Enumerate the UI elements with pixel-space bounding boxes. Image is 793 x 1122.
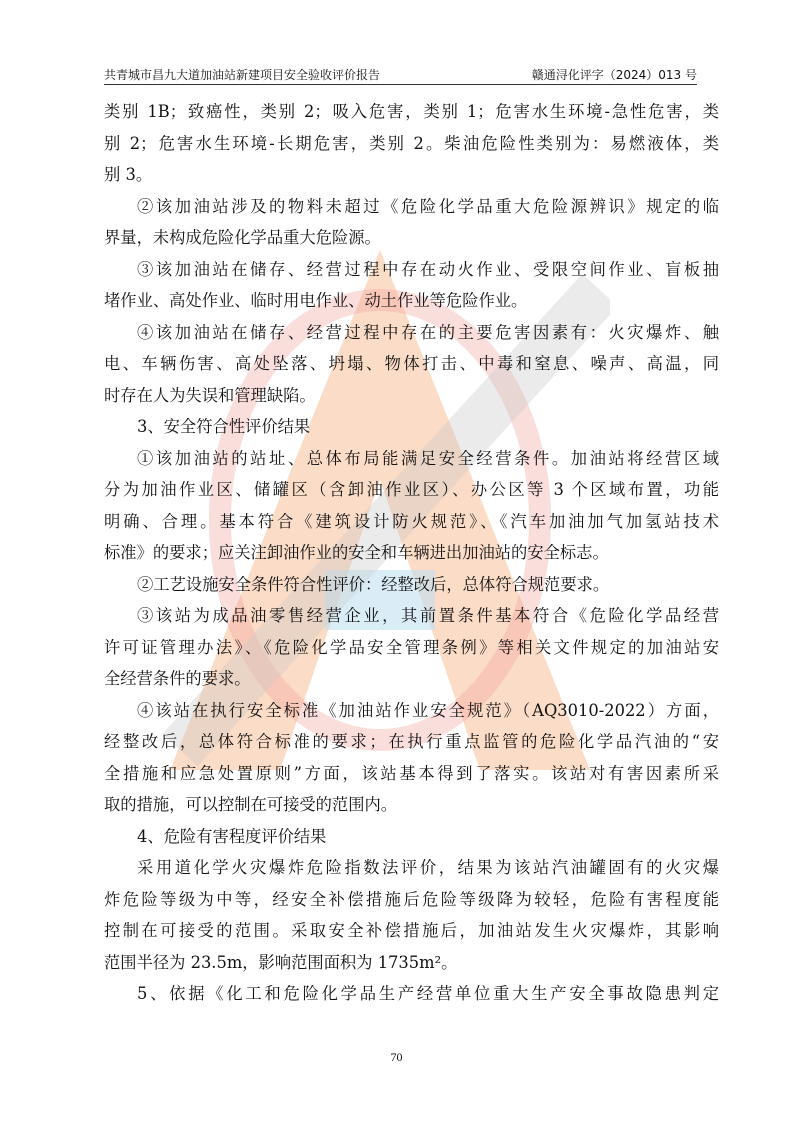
text-line: ③该加油站在储存、经营过程中存在动火作业、受限空间作业、盲板抽 bbox=[137, 259, 719, 279]
document-body bbox=[104, 96, 719, 1010]
text-line: 明确、合理。基本符合《建筑设计防火规范》、《汽车加油加气加氢站技术 bbox=[104, 511, 719, 531]
text-line: ④该加油站在储存、经营过程中存在的主要危害因素有：火灾爆炸、触 bbox=[137, 322, 719, 342]
text-line: 全措施和应急处置原则”方面，该站基本得到了落实。该站对有害因素所采 bbox=[104, 763, 719, 783]
text-line: 炸危险等级为中等，经安全补偿措施后危险等级降为较轻，危险有害程度能 bbox=[104, 889, 719, 909]
page-header bbox=[104, 66, 697, 85]
header-report-number: 赣通浔化评字（2024）013 号 bbox=[531, 68, 697, 82]
text-line: 电、车辆伤害、高处坠落、坍塌、物体打击、中毒和窒息、噪声、高温，同 bbox=[104, 354, 719, 373]
text-line: 分为加油作业区、储罐区（含卸油作业区）、办公区等 3 个区域布置，功能 bbox=[104, 480, 719, 499]
text-line: 类别 1B；致癌性，类别 2；吸入危害，类别 1；危害水生环境-急性危害，类 bbox=[104, 102, 719, 121]
text-line: ①该加油站的站址、总体布局能满足安全经营条件。加油站将经营区域 bbox=[137, 448, 719, 468]
text-line: 时存在人为失误和管理缺陷。 bbox=[104, 385, 316, 405]
text-line: 别 2；危害水生环境-长期危害，类别 2。柴油危险性类别为：易燃液体，类 bbox=[104, 133, 719, 153]
header-report-title: 共青城市昌九大道加油站新建项目安全验收评价报告 bbox=[104, 68, 381, 82]
text-line: 范围半径为 23.5m，影响范围面积为 1735m²。 bbox=[104, 952, 458, 972]
text-line: 3、安全符合性评价结果 bbox=[137, 417, 311, 436]
text-line: 许可证管理办法》、《危险化学品安全管理条例》等相关文件规定的加油站安 bbox=[104, 637, 719, 657]
page-number: 70 bbox=[390, 1050, 403, 1064]
text-line: 标准》的要求；应关注卸油作业的安全和车辆进出加油站的安全标志。 bbox=[104, 543, 609, 562]
text-line: ②工艺设施安全条件符合性评价：经整改后，总体符合规范要求。 bbox=[137, 574, 610, 594]
text-line: 界量，未构成危险化学品重大危险源。 bbox=[104, 228, 381, 247]
text-line: 5、依据《化工和危险化学品生产经营单位重大生产安全事故隐患判定 bbox=[137, 984, 719, 1003]
text-line: 别 3。 bbox=[104, 165, 153, 184]
text-line: 取的措施，可以控制在可接受的范围内。 bbox=[104, 795, 398, 814]
text-line: 4、危险有害程度评价结果 bbox=[137, 826, 327, 846]
text-line: ③该站为成品油零售经营企业，其前置条件基本符合《危险化学品经营 bbox=[137, 606, 719, 625]
text-line: 全经营条件的要求。 bbox=[104, 669, 251, 688]
text-line: 经整改后，总体符合标准的要求；在执行重点监管的危险化学品汽油的“安 bbox=[104, 732, 719, 751]
text-line: 采用道化学火灾爆炸危险指数法评价，结果为该站汽油罐固有的火灾爆 bbox=[137, 858, 719, 877]
text-line: 堵作业、高处作业、临时用电作业、动土作业等危险作业。 bbox=[104, 291, 528, 310]
text-line: ④该站在执行安全标准《加油站作业安全规范》（AQ3010-2022）方面， bbox=[137, 700, 719, 720]
text-line: ②该加油站涉及的物料未超过《危险化学品重大危险源辨识》规定的临 bbox=[137, 196, 719, 216]
text-line: 控制在可接受的范围。采取安全补偿措施后，加油站发生火灾爆炸，其影响 bbox=[104, 921, 719, 940]
